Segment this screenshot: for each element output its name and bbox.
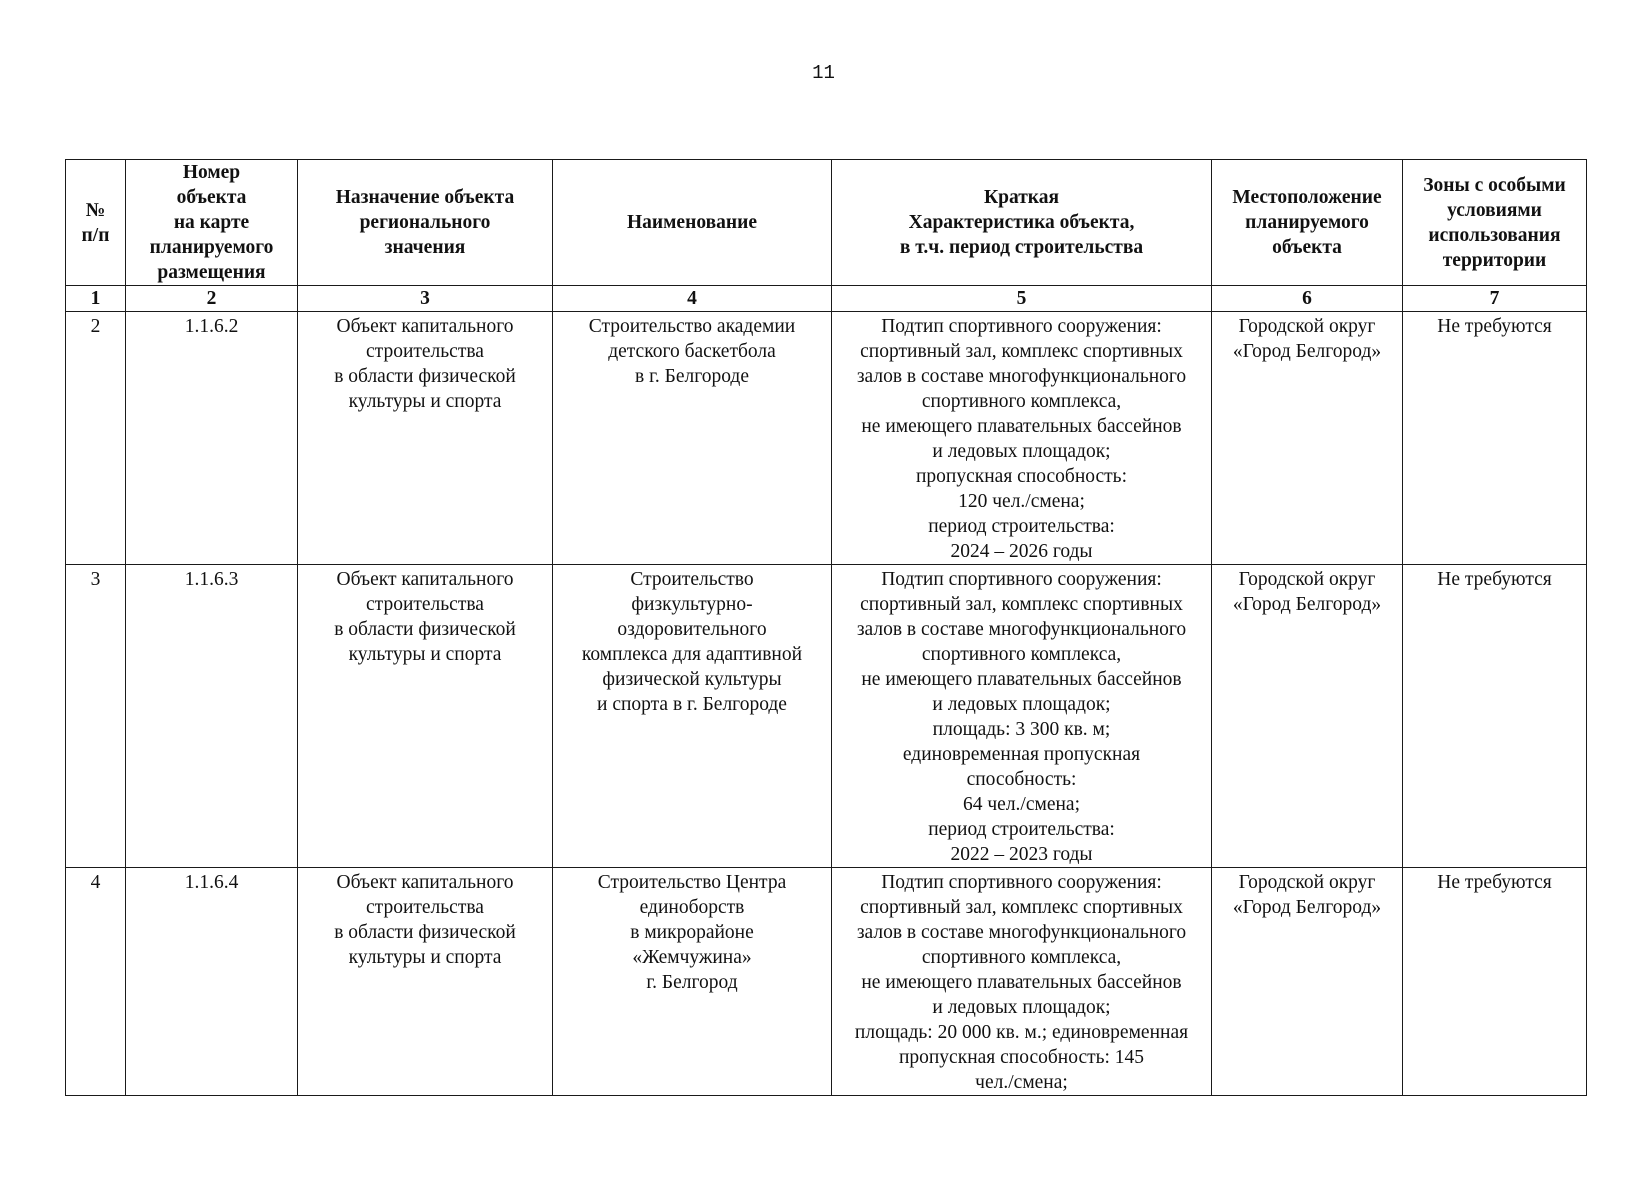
column-number: 1 — [66, 286, 126, 312]
cell-text-line: Не требуются — [1437, 872, 1552, 893]
table-row — [66, 565, 1587, 868]
cell-text-line: «Город Белгород» — [1232, 341, 1382, 362]
cell-text-line: в области физической — [334, 366, 516, 387]
cell-text-line: пропускная способность: — [916, 466, 1127, 487]
cell-text-line: единовременная пропускная — [902, 744, 1141, 765]
cell-text-line: № — [85, 199, 106, 221]
cell-text-line: не имеющего плавательных бассейнов — [861, 972, 1182, 993]
planned-objects-table — [65, 159, 1587, 1096]
table-row — [66, 868, 1587, 1096]
cell-text-line: Объект капитального — [336, 316, 514, 337]
header-object-map-number — [126, 160, 298, 286]
cell-object-characteristics — [832, 312, 1212, 565]
header-object-purpose — [298, 160, 553, 286]
column-number-row — [66, 286, 1587, 312]
cell-text-line: Назначение объекта — [335, 187, 515, 208]
cell-text-line: Городской округ — [1238, 872, 1376, 893]
cell-text-line: Местоположение — [1232, 187, 1382, 208]
cell-text-line: 120 чел./смена; — [958, 491, 1085, 512]
cell-special-zones — [1403, 312, 1587, 565]
cell-text-line: 2022 – 2023 годы — [950, 844, 1093, 865]
table-row — [66, 312, 1587, 565]
cell-text-line: в т.ч. период строительства — [899, 237, 1144, 258]
cell-text-line: оздоровительного — [617, 619, 767, 640]
cell-text-line: физкультурно- — [631, 594, 753, 615]
cell-text-line: использования — [1428, 224, 1561, 246]
cell-text-line: в микрорайоне — [630, 922, 754, 943]
cell-item-number — [66, 868, 126, 1096]
header-object-location — [1212, 160, 1403, 286]
cell-object-code — [126, 312, 298, 565]
cell-text-line: площадь: 3 300 кв. м; — [932, 719, 1111, 740]
cell-text-line: культуры и спорта — [348, 644, 502, 665]
header-item-number — [66, 160, 126, 286]
column-number: 6 — [1212, 286, 1403, 312]
cell-text-line: физической культуры — [602, 669, 782, 690]
cell-text-line: «Жемчужина» — [632, 947, 752, 968]
cell-special-zones — [1403, 868, 1587, 1096]
cell-object-location — [1212, 868, 1403, 1096]
cell-text-line: Строительство — [630, 569, 754, 590]
cell-text-line: Строительство академии — [588, 316, 796, 337]
cell-object-name — [553, 868, 832, 1096]
cell-text-line: чел./смена; — [975, 1072, 1068, 1093]
cell-object-name — [553, 312, 832, 565]
header-object-name — [553, 160, 832, 286]
cell-text-line: Подтип спортивного сооружения: — [881, 316, 1162, 337]
cell-text-line: Городской округ — [1238, 569, 1376, 590]
cell-text-line: и ледовых площадок; — [932, 441, 1111, 462]
cell-text-line: Не требуются — [1437, 569, 1552, 590]
column-number: 4 — [553, 286, 832, 312]
cell-text-line: п/п — [81, 224, 110, 246]
cell-object-characteristics — [832, 565, 1212, 868]
cell-special-zones — [1403, 565, 1587, 868]
cell-text-line: значения — [384, 237, 466, 258]
cell-item-number — [66, 565, 126, 868]
cell-text-line: залов в составе многофункционального — [856, 922, 1187, 943]
cell-text-line: единоборств — [639, 897, 745, 918]
cell-text-line: в г. Белгороде — [635, 366, 749, 387]
cell-text-line: комплекса для адаптивной — [581, 644, 803, 665]
cell-text-line: объекта — [176, 187, 247, 208]
cell-text-line: Зоны с особыми — [1423, 174, 1566, 196]
cell-text-line: способность: — [966, 769, 1077, 790]
cell-text-line: спортивного комплекса, — [921, 391, 1122, 412]
cell-text-line: и спорта в г. Белгороде — [597, 694, 787, 715]
cell-text-line: Подтип спортивного сооружения: — [881, 872, 1162, 893]
cell-text-line: спортивный зал, комплекс спортивных — [860, 594, 1183, 615]
cell-text-line: г. Белгород — [646, 972, 738, 993]
column-number: 2 — [126, 286, 298, 312]
cell-object-purpose — [298, 312, 553, 565]
cell-text-line: 1.1.6.3 — [184, 569, 239, 590]
cell-text-line: Городской округ — [1238, 316, 1376, 337]
cell-object-code — [126, 868, 298, 1096]
cell-text-line: Характеристика объекта, — [908, 212, 1135, 233]
column-number: 7 — [1403, 286, 1587, 312]
cell-item-number — [66, 312, 126, 565]
cell-text-line: на карте — [173, 212, 250, 233]
header-special-zones — [1403, 160, 1587, 286]
cell-text-line: в области физической — [334, 922, 516, 943]
cell-text-line: планируемого — [1245, 212, 1369, 233]
cell-object-purpose — [298, 868, 553, 1096]
cell-object-location — [1212, 312, 1403, 565]
header-object-characteristics — [832, 160, 1212, 286]
column-number: 5 — [832, 286, 1212, 312]
cell-text-line: территории — [1442, 249, 1547, 271]
cell-text-line: период строительства: — [928, 819, 1115, 840]
cell-text-line: спортивного комплекса, — [921, 947, 1122, 968]
cell-text-line: 1.1.6.4 — [184, 872, 239, 893]
cell-text-line: объекта — [1272, 237, 1342, 258]
cell-text-line: и ледовых площадок; — [932, 694, 1111, 715]
cell-text-line: спортивный зал, комплекс спортивных — [860, 897, 1183, 918]
cell-text-line: строительства — [366, 341, 484, 362]
cell-text-line: размещения — [157, 262, 266, 283]
cell-object-characteristics — [832, 868, 1212, 1096]
column-number: 3 — [298, 286, 553, 312]
cell-text-line: не имеющего плавательных бассейнов — [861, 416, 1182, 437]
cell-text-line: спортивного комплекса, — [921, 644, 1122, 665]
cell-text-line: залов в составе многофункционального — [856, 619, 1187, 640]
cell-text-line: 1.1.6.2 — [184, 316, 239, 337]
cell-text-line: условиями — [1447, 199, 1542, 221]
cell-text-line: залов в составе многофункционального — [856, 366, 1187, 387]
table-header-row — [66, 160, 1587, 286]
cell-text-line: Наименование — [627, 212, 757, 233]
cell-text-line: детского баскетбола — [608, 341, 776, 362]
cell-text-line: 2 — [90, 316, 101, 337]
cell-text-line: планируемого — [149, 237, 274, 258]
page-number: 11 — [812, 62, 835, 84]
cell-text-line: строительства — [366, 594, 484, 615]
cell-text-line: Номер — [182, 162, 241, 183]
cell-text-line: площадь: 20 000 кв. м.; единовременная — [854, 1022, 1189, 1043]
cell-text-line: не имеющего плавательных бассейнов — [861, 669, 1182, 690]
cell-text-line: спортивный зал, комплекс спортивных — [860, 341, 1183, 362]
cell-text-line: 2024 – 2026 годы — [950, 541, 1093, 562]
cell-object-location — [1212, 565, 1403, 868]
cell-text-line: Строительство Центра — [597, 872, 787, 893]
cell-text-line: Краткая — [983, 187, 1060, 208]
cell-text-line: период строительства: — [928, 516, 1115, 537]
cell-text-line: в области физической — [334, 619, 516, 640]
cell-text-line: 3 — [90, 569, 101, 590]
cell-text-line: 64 чел./смена; — [962, 794, 1081, 815]
cell-text-line: «Город Белгород» — [1232, 594, 1382, 615]
cell-text-line: регионального — [359, 212, 491, 233]
cell-text-line: и ледовых площадок; — [932, 997, 1111, 1018]
cell-text-line: Подтип спортивного сооружения: — [881, 569, 1162, 590]
cell-text-line: пропускная способность: 145 — [898, 1047, 1145, 1068]
cell-object-code — [126, 565, 298, 868]
cell-text-line: 4 — [90, 872, 101, 893]
cell-object-name — [553, 565, 832, 868]
cell-text-line: Объект капитального — [336, 569, 514, 590]
cell-text-line: культуры и спорта — [348, 391, 502, 412]
cell-text-line: «Город Белгород» — [1232, 897, 1382, 918]
cell-text-line: Не требуются — [1437, 316, 1552, 337]
cell-text-line: культуры и спорта — [348, 947, 502, 968]
cell-text-line: строительства — [366, 897, 484, 918]
cell-text-line: Объект капитального — [336, 872, 514, 893]
cell-object-purpose — [298, 565, 553, 868]
